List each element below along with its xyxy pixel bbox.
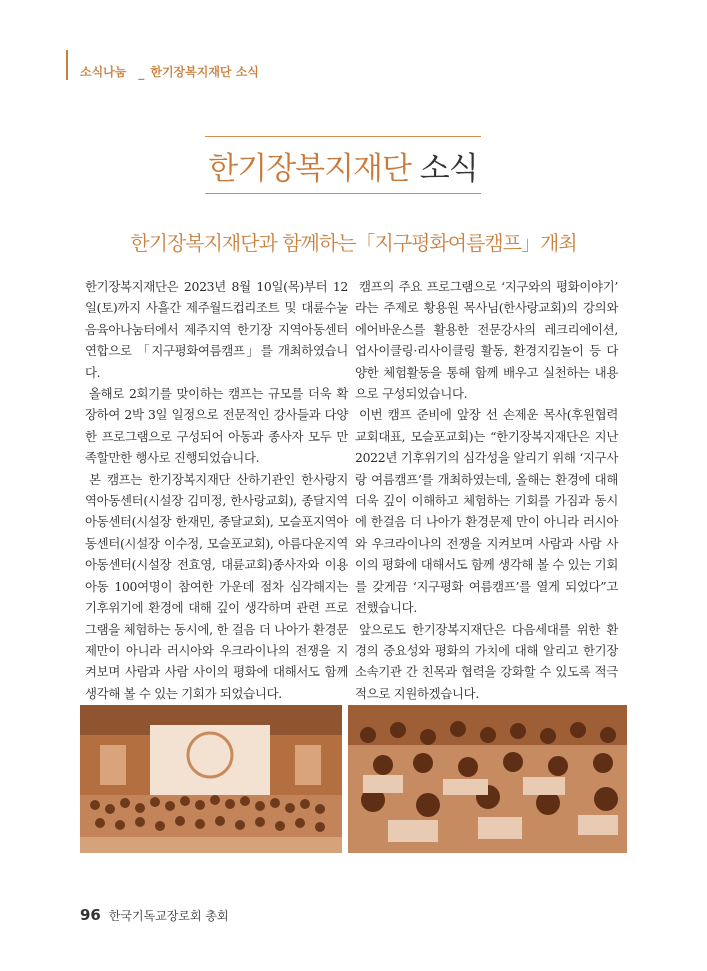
subsection-label: 한기장복지재단 소식 [150, 65, 259, 79]
activity-photo-image [348, 705, 627, 853]
section-header [66, 50, 259, 80]
section-separator: _ [138, 66, 145, 80]
paragraph: 이번 캠프 준비에 앞장 선 손제운 목사(후원협력교회대표, 모슬포교회)는 “한기장복지재단은 지난 2022년 기후위기의 심각성을 알리기 위해 ‘지구사랑 여름캠프’를 개최하였는데, 올해는 환경에 대해 더욱 깊이 이해하고 체험하는 기회를 가짐과 동시에 한걸음 더 나아가 환경문제 만이 아니라 러시아와 우크라이나의 전쟁을 지켜보며 사람과 사람 사이의 평화에 대해서도 함께 생각해 볼 수 있는 기회를 갖게끔 ‘지구평화 여름캠프’를 열게 되었다”고 전했습니다. [355, 407, 618, 616]
body-column-left [85, 276, 348, 704]
title-highlight: 한기장복지재단 [208, 150, 411, 187]
paragraph: 올해로 2회기를 맞이하는 캠프는 규모를 더욱 확장하여 2박 3일 일정으로 전문적인 강사들과 다양한 프로그램으로 구성되어 아동과 종사자 모두 만족할만한 행사로 진행되었습니다. [85, 386, 348, 466]
body-column-right [355, 276, 618, 704]
activity-photo [348, 705, 627, 853]
page-title-box [205, 136, 481, 194]
article-subtitle: 한기장복지재단과 함께하는「지구평화여름캠프」개최 [130, 231, 577, 255]
paragraph: 앞으로도 한기장복지재단은 다음세대를 위한 환경의 중요성와 평화의 가치에 대해 알리고 한기장 소속기관 간 친목과 협력을 강화할 수 있도록 적극적으로 지원하겠습니다. [355, 621, 618, 701]
page-footer [80, 906, 229, 924]
title-plain: 소식 [419, 150, 478, 187]
page-number: 96 [80, 906, 101, 924]
paragraph: 한기장복지재단은 2023년 8월 10일(목)부터 12일(토)까지 사흘간 제주월드컵리조트 및 대륜수눌음육아나눔터에서 제주지역 한기장 지역아동센터 연합으로 「지구평화여름캠프」를 개최하였습니다. [85, 279, 348, 380]
page-title [208, 143, 477, 188]
paragraph: 캠프의 주요 프로그램으로 ‘지구와의 평화이야기’ 라는 주제로 황용원 목사님(한사랑교회)의 강의와 에어바운스를 활용한 전문강사의 레크리에이션, 업사이클링·리사이클링 활동, 환경지킴놀이 등 다양한 체험활동을 통해 함께 배우고 실천하는 내용으로 구성되었습니다. [355, 279, 618, 402]
publication-name: 한국기독교장로회 총회 [108, 909, 229, 923]
section-label: 소식나눔 [80, 65, 127, 79]
group-photo-image [80, 705, 342, 853]
group-photo [80, 705, 342, 853]
paragraph: 본 캠프는 한기장복지재단 산하기관인 한사랑지역아동센터(시설장 김미정, 한사랑교회), 종달지역아동센터(시설장 한재민, 종달교회), 모슬포지역아동센터(시설장 이수정, 모슬포교회), 아름다운지역아동센터(시설장 전효영, 대륜교회)종사자와 이용아동 100여명이 참여한 가운데 점차 심각해지는 기후위기에 환경에 대해 깊이 생각하며 관련 프로그램을 체험하는 동시에, 한 걸음 더 나아가 환경문제만이 아니라 러시아와 우크라이나의 전쟁을 지켜보며 사람과 사람 사이의 평화에 대해서도 함께 생각해 볼 수 있는 기회가 되었습니다. [85, 471, 348, 701]
